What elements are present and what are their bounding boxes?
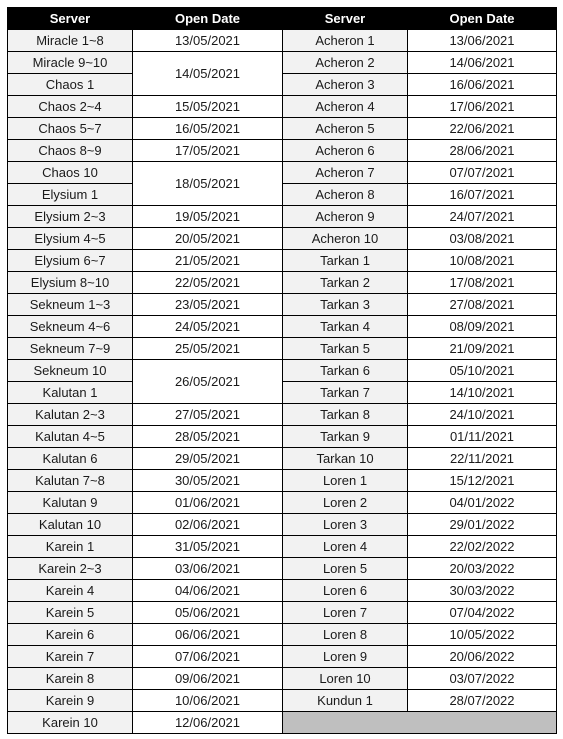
open-date-cell: 21/05/2021 bbox=[133, 250, 283, 272]
server-name-cell: Karein 7 bbox=[8, 646, 133, 668]
server-name-cell: Kundun 1 bbox=[283, 690, 408, 712]
table-row bbox=[8, 668, 557, 690]
empty-cell bbox=[283, 712, 557, 734]
header-server-right: Server bbox=[283, 8, 408, 30]
open-date-cell: 01/11/2021 bbox=[408, 426, 557, 448]
table-row bbox=[8, 162, 557, 184]
server-name-cell: Chaos 10 bbox=[8, 162, 133, 184]
open-date-cell: 19/05/2021 bbox=[133, 206, 283, 228]
table-row bbox=[8, 228, 557, 250]
open-date-cell: 07/07/2021 bbox=[408, 162, 557, 184]
server-name-cell: Chaos 5~7 bbox=[8, 118, 133, 140]
open-date-cell: 09/06/2021 bbox=[133, 668, 283, 690]
open-date-cell: 27/08/2021 bbox=[408, 294, 557, 316]
table-row bbox=[8, 360, 557, 382]
open-date-cell: 15/05/2021 bbox=[133, 96, 283, 118]
open-date-cell: 24/10/2021 bbox=[408, 404, 557, 426]
open-date-cell: 25/05/2021 bbox=[133, 338, 283, 360]
open-date-cell: 14/06/2021 bbox=[408, 52, 557, 74]
open-date-cell: 16/06/2021 bbox=[408, 74, 557, 96]
table-row bbox=[8, 646, 557, 668]
server-name-cell: Sekneum 1~3 bbox=[8, 294, 133, 316]
header-open-date-left: Open Date bbox=[133, 8, 283, 30]
open-date-cell: 24/05/2021 bbox=[133, 316, 283, 338]
table-row bbox=[8, 580, 557, 602]
table-body bbox=[8, 30, 557, 734]
open-date-cell: 01/06/2021 bbox=[133, 492, 283, 514]
server-name-cell: Tarkan 1 bbox=[283, 250, 408, 272]
open-date-cell: 04/06/2021 bbox=[133, 580, 283, 602]
open-date-cell: 13/05/2021 bbox=[133, 30, 283, 52]
table-row bbox=[8, 96, 557, 118]
open-date-cell: 22/02/2022 bbox=[408, 536, 557, 558]
server-name-cell: Loren 7 bbox=[283, 602, 408, 624]
server-name-cell: Chaos 1 bbox=[8, 74, 133, 96]
server-name-cell: Acheron 9 bbox=[283, 206, 408, 228]
server-name-cell: Loren 9 bbox=[283, 646, 408, 668]
open-date-cell: 14/10/2021 bbox=[408, 382, 557, 404]
open-date-cell: 03/06/2021 bbox=[133, 558, 283, 580]
open-date-cell: 30/03/2022 bbox=[408, 580, 557, 602]
open-date-cell: 28/07/2022 bbox=[408, 690, 557, 712]
open-date-cell: 24/07/2021 bbox=[408, 206, 557, 228]
table-row bbox=[8, 294, 557, 316]
open-date-cell: 20/03/2022 bbox=[408, 558, 557, 580]
header-open-date-right: Open Date bbox=[408, 8, 557, 30]
server-name-cell: Loren 1 bbox=[283, 470, 408, 492]
server-name-cell: Karein 5 bbox=[8, 602, 133, 624]
open-date-cell: 03/08/2021 bbox=[408, 228, 557, 250]
table-row bbox=[8, 316, 557, 338]
server-name-cell: Kalutan 7~8 bbox=[8, 470, 133, 492]
server-name-cell: Kalutan 10 bbox=[8, 514, 133, 536]
server-name-cell: Acheron 5 bbox=[283, 118, 408, 140]
server-name-cell: Kalutan 9 bbox=[8, 492, 133, 514]
server-name-cell: Elysium 6~7 bbox=[8, 250, 133, 272]
server-name-cell: Karein 4 bbox=[8, 580, 133, 602]
open-date-cell: 02/06/2021 bbox=[133, 514, 283, 536]
table-row bbox=[8, 338, 557, 360]
open-date-cell: 05/06/2021 bbox=[133, 602, 283, 624]
table-row bbox=[8, 118, 557, 140]
table-row bbox=[8, 470, 557, 492]
table-row bbox=[8, 492, 557, 514]
server-name-cell: Loren 5 bbox=[283, 558, 408, 580]
table-row bbox=[8, 250, 557, 272]
open-date-cell: 04/01/2022 bbox=[408, 492, 557, 514]
open-date-cell: 14/05/2021 bbox=[133, 52, 283, 96]
open-date-cell: 28/05/2021 bbox=[133, 426, 283, 448]
header-server-left: Server bbox=[8, 8, 133, 30]
server-name-cell: Karein 6 bbox=[8, 624, 133, 646]
open-date-cell: 16/05/2021 bbox=[133, 118, 283, 140]
table-row bbox=[8, 74, 557, 96]
table-row bbox=[8, 624, 557, 646]
table-row bbox=[8, 206, 557, 228]
server-name-cell: Loren 4 bbox=[283, 536, 408, 558]
server-name-cell: Tarkan 2 bbox=[283, 272, 408, 294]
server-name-cell: Tarkan 9 bbox=[283, 426, 408, 448]
server-name-cell: Elysium 2~3 bbox=[8, 206, 133, 228]
server-name-cell: Loren 6 bbox=[283, 580, 408, 602]
table-row bbox=[8, 140, 557, 162]
open-date-cell: 10/05/2022 bbox=[408, 624, 557, 646]
open-date-cell: 15/12/2021 bbox=[408, 470, 557, 492]
open-date-cell: 28/06/2021 bbox=[408, 140, 557, 162]
table-row bbox=[8, 536, 557, 558]
server-name-cell: Acheron 8 bbox=[283, 184, 408, 206]
open-date-cell: 06/06/2021 bbox=[133, 624, 283, 646]
server-name-cell: Acheron 3 bbox=[283, 74, 408, 96]
server-name-cell: Loren 8 bbox=[283, 624, 408, 646]
server-name-cell: Elysium 4~5 bbox=[8, 228, 133, 250]
table-row bbox=[8, 404, 557, 426]
server-name-cell: Karein 10 bbox=[8, 712, 133, 734]
server-name-cell: Loren 3 bbox=[283, 514, 408, 536]
server-name-cell: Acheron 4 bbox=[283, 96, 408, 118]
server-name-cell: Kalutan 2~3 bbox=[8, 404, 133, 426]
open-date-cell: 17/06/2021 bbox=[408, 96, 557, 118]
open-date-cell: 07/06/2021 bbox=[133, 646, 283, 668]
server-name-cell: Chaos 8~9 bbox=[8, 140, 133, 162]
server-name-cell: Miracle 9~10 bbox=[8, 52, 133, 74]
server-name-cell: Tarkan 10 bbox=[283, 448, 408, 470]
server-name-cell: Karein 8 bbox=[8, 668, 133, 690]
server-name-cell: Kalutan 4~5 bbox=[8, 426, 133, 448]
open-date-cell: 16/07/2021 bbox=[408, 184, 557, 206]
open-date-cell: 17/05/2021 bbox=[133, 140, 283, 162]
server-name-cell: Tarkan 7 bbox=[283, 382, 408, 404]
server-name-cell: Loren 10 bbox=[283, 668, 408, 690]
server-name-cell: Karein 9 bbox=[8, 690, 133, 712]
open-date-cell: 22/06/2021 bbox=[408, 118, 557, 140]
table-row bbox=[8, 712, 557, 734]
open-date-cell: 20/06/2022 bbox=[408, 646, 557, 668]
open-date-cell: 26/05/2021 bbox=[133, 360, 283, 404]
open-date-cell: 29/05/2021 bbox=[133, 448, 283, 470]
open-date-cell: 29/01/2022 bbox=[408, 514, 557, 536]
open-date-cell: 31/05/2021 bbox=[133, 536, 283, 558]
table-row bbox=[8, 272, 557, 294]
open-date-cell: 10/08/2021 bbox=[408, 250, 557, 272]
server-name-cell: Acheron 10 bbox=[283, 228, 408, 250]
server-name-cell: Tarkan 6 bbox=[283, 360, 408, 382]
table-row bbox=[8, 448, 557, 470]
table-row bbox=[8, 382, 557, 404]
server-name-cell: Chaos 2~4 bbox=[8, 96, 133, 118]
server-name-cell: Tarkan 4 bbox=[283, 316, 408, 338]
server-name-cell: Acheron 6 bbox=[283, 140, 408, 162]
server-name-cell: Acheron 7 bbox=[283, 162, 408, 184]
open-date-cell: 22/11/2021 bbox=[408, 448, 557, 470]
open-date-cell: 07/04/2022 bbox=[408, 602, 557, 624]
server-name-cell: Miracle 1~8 bbox=[8, 30, 133, 52]
server-name-cell: Tarkan 5 bbox=[283, 338, 408, 360]
server-name-cell: Acheron 2 bbox=[283, 52, 408, 74]
table-row bbox=[8, 514, 557, 536]
open-date-cell: 10/06/2021 bbox=[133, 690, 283, 712]
open-date-cell: 21/09/2021 bbox=[408, 338, 557, 360]
table-row bbox=[8, 690, 557, 712]
server-name-cell: Tarkan 3 bbox=[283, 294, 408, 316]
server-name-cell: Karein 2~3 bbox=[8, 558, 133, 580]
server-name-cell: Elysium 8~10 bbox=[8, 272, 133, 294]
open-date-cell: 03/07/2022 bbox=[408, 668, 557, 690]
server-name-cell: Acheron 1 bbox=[283, 30, 408, 52]
table-row bbox=[8, 184, 557, 206]
table-row bbox=[8, 52, 557, 74]
open-date-cell: 13/06/2021 bbox=[408, 30, 557, 52]
server-name-cell: Sekneum 4~6 bbox=[8, 316, 133, 338]
table-row bbox=[8, 558, 557, 580]
open-date-cell: 12/06/2021 bbox=[133, 712, 283, 734]
open-date-cell: 30/05/2021 bbox=[133, 470, 283, 492]
open-date-cell: 23/05/2021 bbox=[133, 294, 283, 316]
open-date-cell: 08/09/2021 bbox=[408, 316, 557, 338]
open-date-cell: 18/05/2021 bbox=[133, 162, 283, 206]
server-open-date-table bbox=[7, 7, 557, 734]
open-date-cell: 22/05/2021 bbox=[133, 272, 283, 294]
server-name-cell: Kalutan 6 bbox=[8, 448, 133, 470]
server-name-cell: Kalutan 1 bbox=[8, 382, 133, 404]
header-row bbox=[8, 8, 557, 30]
open-date-cell: 20/05/2021 bbox=[133, 228, 283, 250]
server-name-cell: Karein 1 bbox=[8, 536, 133, 558]
table-row bbox=[8, 30, 557, 52]
server-name-cell: Loren 2 bbox=[283, 492, 408, 514]
table-row bbox=[8, 426, 557, 448]
open-date-cell: 27/05/2021 bbox=[133, 404, 283, 426]
server-name-cell: Tarkan 8 bbox=[283, 404, 408, 426]
open-date-cell: 17/08/2021 bbox=[408, 272, 557, 294]
server-name-cell: Sekneum 7~9 bbox=[8, 338, 133, 360]
open-date-cell: 05/10/2021 bbox=[408, 360, 557, 382]
table-row bbox=[8, 602, 557, 624]
server-name-cell: Elysium 1 bbox=[8, 184, 133, 206]
server-schedule-container bbox=[7, 7, 557, 734]
server-name-cell: Sekneum 10 bbox=[8, 360, 133, 382]
